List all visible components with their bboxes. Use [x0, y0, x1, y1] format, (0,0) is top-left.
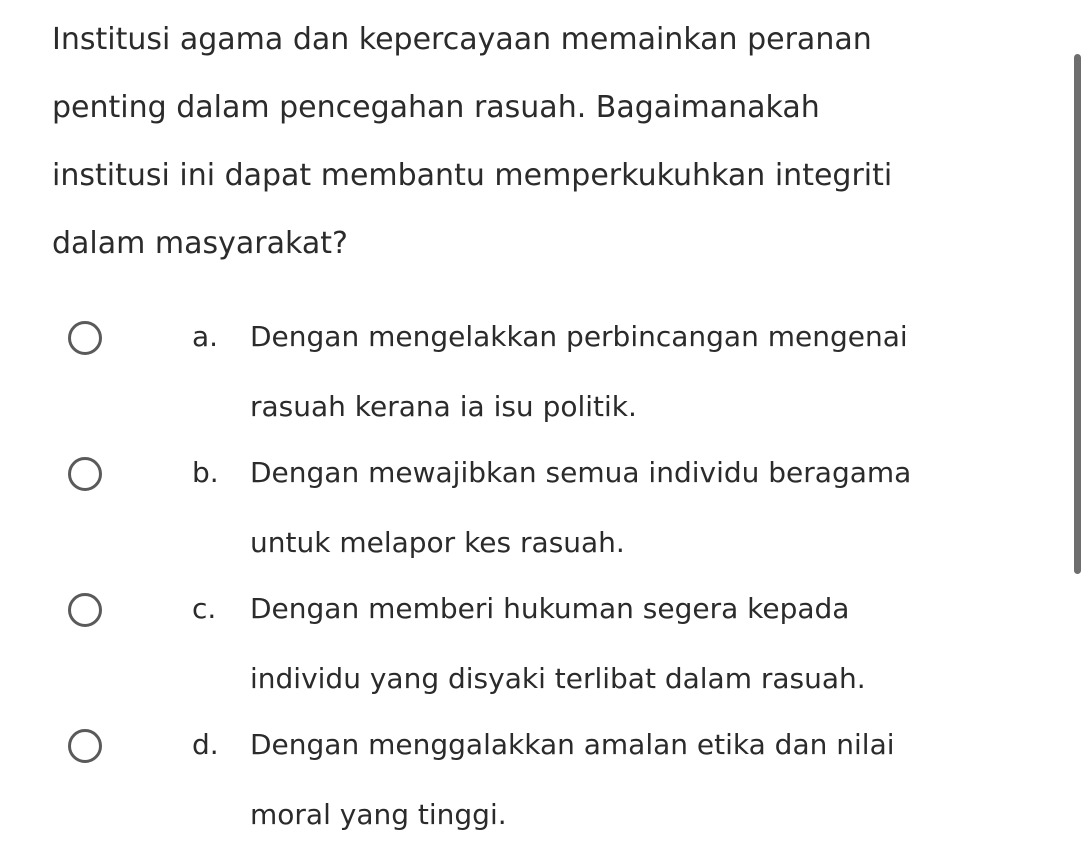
- option-text-line: Dengan mewajibkan semua individu beragama: [250, 456, 912, 489]
- radio-button-c[interactable]: [68, 593, 102, 627]
- question-line: Institusi agama dan kepercayaan memainkan peranan: [52, 22, 872, 57]
- option-text: [250, 302, 1010, 442]
- option-text: [250, 710, 1010, 850]
- option-text-line: Dengan menggalakkan amalan etika dan nilai: [250, 728, 895, 761]
- option-text-line: moral yang tinggi.: [250, 798, 507, 831]
- option-text-line: rasuah kerana ia isu politik.: [250, 390, 637, 423]
- question-line: penting dalam pencegahan rasuah. Bagaimanakah: [52, 90, 820, 125]
- option-text: [250, 574, 1010, 714]
- question-line: dalam masyarakat?: [52, 226, 348, 261]
- option-letter: b.: [192, 456, 219, 489]
- option-letter: a.: [192, 320, 219, 353]
- option-a[interactable]: [0, 302, 1060, 438]
- scrollbar[interactable]: [1074, 54, 1081, 574]
- option-text-line: Dengan memberi hukuman segera kepada: [250, 592, 850, 625]
- radio-button-a[interactable]: [68, 321, 102, 355]
- question-line: institusi ini dapat membantu memperkukuhkan integriti: [52, 158, 893, 193]
- option-b[interactable]: [0, 438, 1060, 574]
- option-letter: c.: [192, 592, 217, 625]
- radio-button-b[interactable]: [68, 457, 102, 491]
- option-text-line: untuk melapor kes rasuah.: [250, 526, 625, 559]
- question-text: [52, 6, 1052, 278]
- option-c[interactable]: [0, 574, 1060, 710]
- answer-options: [0, 302, 1060, 846]
- option-text: [250, 438, 1010, 578]
- radio-button-d[interactable]: [68, 729, 102, 763]
- option-text-line: Dengan mengelakkan perbincangan mengenai: [250, 320, 908, 353]
- option-text-line: individu yang disyaki terlibat dalam rasuah.: [250, 662, 866, 695]
- option-d[interactable]: [0, 710, 1060, 846]
- option-letter: d.: [192, 728, 219, 761]
